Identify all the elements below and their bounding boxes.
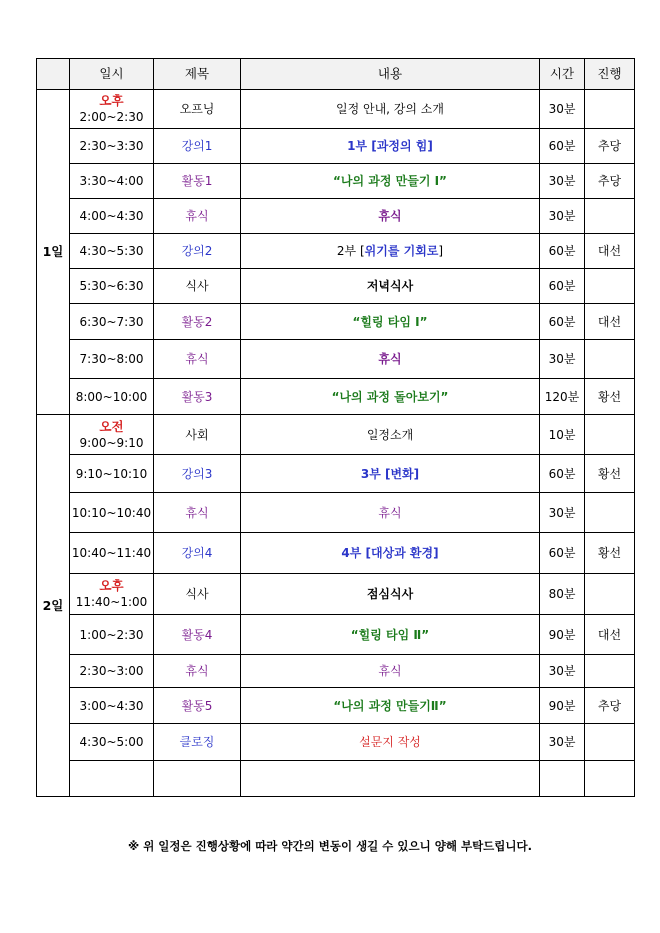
- duration-cell: 90분: [540, 615, 585, 655]
- time-cell: 8:00~10:00: [70, 379, 154, 415]
- content-cell: 일정소개: [241, 415, 540, 455]
- time-cell: [70, 574, 154, 615]
- time-cell: 7:30~8:00: [70, 340, 154, 379]
- title-cell: 휴식: [154, 655, 241, 688]
- time-cell: 4:00~4:30: [70, 199, 154, 234]
- duration-cell: 30분: [540, 493, 585, 533]
- host-cell: [585, 340, 635, 379]
- table-row: [37, 234, 635, 269]
- header-title: 제목: [154, 59, 241, 90]
- host-cell: 황선: [585, 455, 635, 493]
- time-cell: 2:30~3:00: [70, 655, 154, 688]
- time-text: 9:00~9:10: [79, 435, 144, 450]
- time-cell: 1:00~2:30: [70, 615, 154, 655]
- duration-cell: 60분: [540, 304, 585, 340]
- host-cell: 황선: [585, 379, 635, 415]
- host-cell: 추당: [585, 129, 635, 164]
- table-row: [37, 493, 635, 533]
- time-cell: 3:00~4:30: [70, 688, 154, 724]
- table-row: [37, 655, 635, 688]
- content-cell: 설문지 작성: [241, 724, 540, 761]
- time-cell: 10:10~10:40: [70, 493, 154, 533]
- content-cell: “힐링 타임 Ⅱ”: [241, 615, 540, 655]
- title-cell: 강의1: [154, 129, 241, 164]
- title-cell: 강의3: [154, 455, 241, 493]
- content-main: 위기를 기회로: [364, 244, 439, 258]
- time-cell: 9:10~10:10: [70, 455, 154, 493]
- content-cell: 휴식: [241, 655, 540, 688]
- host-cell: [585, 574, 635, 615]
- content-cell: 4부 [대상과 환경]: [241, 533, 540, 574]
- duration-cell: [540, 761, 585, 797]
- table-row: [37, 688, 635, 724]
- duration-cell: 90분: [540, 688, 585, 724]
- host-cell: [585, 761, 635, 797]
- host-cell: [585, 493, 635, 533]
- content-cell: 휴식: [241, 493, 540, 533]
- duration-cell: 30분: [540, 655, 585, 688]
- title-cell: 활동5: [154, 688, 241, 724]
- duration-cell: 30분: [540, 199, 585, 234]
- host-cell: [585, 415, 635, 455]
- duration-cell: 60분: [540, 234, 585, 269]
- title-cell: 활동4: [154, 615, 241, 655]
- table-row: [37, 199, 635, 234]
- time-cell: 4:30~5:30: [70, 234, 154, 269]
- title-cell: [154, 761, 241, 797]
- day-label: 1일: [37, 90, 70, 415]
- table-row: [37, 90, 635, 129]
- content-prefix: 2부 [: [336, 244, 365, 258]
- header-datetime: 일시: [70, 59, 154, 90]
- time-cell: 2:30~3:30: [70, 129, 154, 164]
- content-cell: 점심식사: [241, 574, 540, 615]
- duration-cell: 60분: [540, 533, 585, 574]
- time-cell: 10:40~11:40: [70, 533, 154, 574]
- title-cell: 오프닝: [154, 90, 241, 129]
- time-cell: [70, 90, 154, 129]
- header-duration: 시간: [540, 59, 585, 90]
- content-suffix: ]: [438, 244, 444, 258]
- table-row: [37, 455, 635, 493]
- content-cell: 휴식: [241, 199, 540, 234]
- title-cell: 활동1: [154, 164, 241, 199]
- content-cell: “나의 과정 만들기Ⅱ”: [241, 688, 540, 724]
- title-cell: 휴식: [154, 493, 241, 533]
- table-row-empty: [37, 761, 635, 797]
- time-cell: 4:30~5:00: [70, 724, 154, 761]
- content-cell: [241, 761, 540, 797]
- table-row: [37, 379, 635, 415]
- time-cell: 3:30~4:00: [70, 164, 154, 199]
- time-cell: 5:30~6:30: [70, 269, 154, 304]
- time-text: 2:00~2:30: [79, 110, 144, 124]
- content-cell: [241, 234, 540, 269]
- duration-cell: 30분: [540, 724, 585, 761]
- duration-cell: 10분: [540, 415, 585, 455]
- content-cell: 일정 안내, 강의 소개: [241, 90, 540, 129]
- time-cell: 6:30~7:30: [70, 304, 154, 340]
- content-cell: 3부 [변화]: [241, 455, 540, 493]
- host-cell: [585, 724, 635, 761]
- title-cell: 휴식: [154, 199, 241, 234]
- content-cell: “나의 과정 돌아보기”: [241, 379, 540, 415]
- period-label: 오전: [99, 418, 124, 434]
- content-cell: “힐링 타임 Ⅰ”: [241, 304, 540, 340]
- title-cell: 식사: [154, 574, 241, 615]
- table-row: [37, 415, 635, 455]
- table-row: [37, 164, 635, 199]
- table-row: [37, 574, 635, 615]
- host-cell: [585, 269, 635, 304]
- period-label: 오후: [99, 93, 124, 108]
- table-row: [37, 269, 635, 304]
- host-cell: 추당: [585, 164, 635, 199]
- title-cell: 강의4: [154, 533, 241, 574]
- title-cell: 사회: [154, 415, 241, 455]
- table-row: [37, 129, 635, 164]
- table-row: [37, 304, 635, 340]
- host-cell: 황선: [585, 533, 635, 574]
- host-cell: [585, 199, 635, 234]
- table-row: [37, 340, 635, 379]
- duration-cell: 80분: [540, 574, 585, 615]
- content-cell: 저녁식사: [241, 269, 540, 304]
- duration-cell: 30분: [540, 90, 585, 129]
- host-cell: 대선: [585, 615, 635, 655]
- schedule-table: [36, 58, 635, 797]
- title-cell: 활동2: [154, 304, 241, 340]
- duration-cell: 30분: [540, 164, 585, 199]
- host-cell: 대선: [585, 234, 635, 269]
- host-cell: 대선: [585, 304, 635, 340]
- host-cell: [585, 90, 635, 129]
- duration-cell: 60분: [540, 269, 585, 304]
- header-host: 진행: [585, 59, 635, 90]
- duration-cell: 60분: [540, 129, 585, 164]
- table-row: [37, 533, 635, 574]
- content-cell: 1부 [과정의 힘]: [241, 129, 540, 164]
- time-cell: [70, 761, 154, 797]
- title-cell: 휴식: [154, 340, 241, 379]
- time-cell: [70, 415, 154, 455]
- host-cell: [585, 655, 635, 688]
- time-text: 11:40~1:00: [75, 595, 148, 609]
- duration-cell: 120분: [540, 379, 585, 415]
- footnote: ※ 위 일정은 진행상황에 따라 약간의 변동이 생길 수 있으니 양해 부탁드립니다.: [128, 839, 532, 853]
- title-cell: 클로징: [154, 724, 241, 761]
- header-day: [37, 59, 70, 90]
- host-cell: 추당: [585, 688, 635, 724]
- title-cell: 식사: [154, 269, 241, 304]
- duration-cell: 60분: [540, 455, 585, 493]
- table-row: [37, 615, 635, 655]
- duration-cell: 30분: [540, 340, 585, 379]
- day-label: 2일: [37, 415, 70, 797]
- title-cell: 활동3: [154, 379, 241, 415]
- period-label: 오후: [99, 578, 124, 593]
- table-row: [37, 724, 635, 761]
- header-content: 내용: [241, 59, 540, 90]
- title-cell: 강의2: [154, 234, 241, 269]
- header-row: [37, 59, 635, 90]
- content-cell: “나의 과정 만들기 Ⅰ”: [241, 164, 540, 199]
- content-cell: 휴식: [241, 340, 540, 379]
